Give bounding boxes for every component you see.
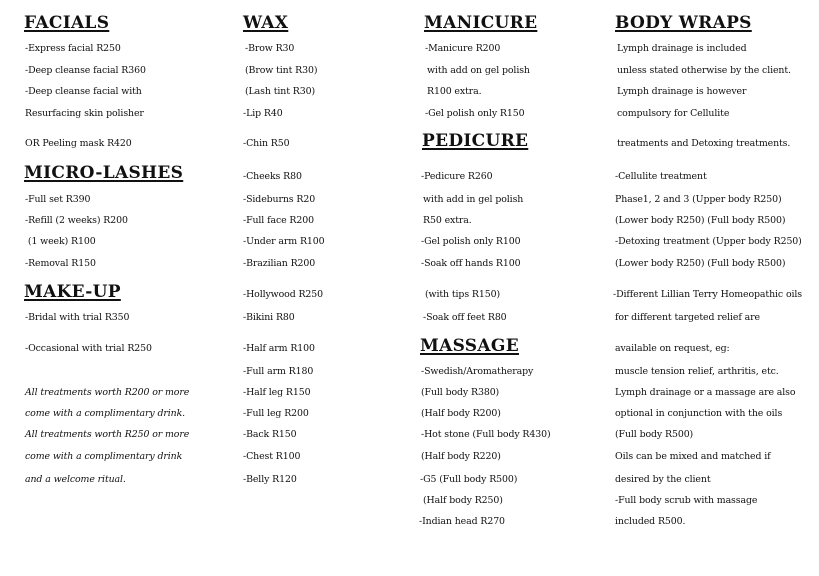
body-wraps-line: desired by the client	[615, 474, 711, 485]
wax-heading: WAX	[243, 13, 289, 33]
wax-item: -Half leg R150	[243, 387, 311, 398]
wax-item: -Back R150	[243, 429, 297, 440]
micro-lashes-item: (1 week) R100	[25, 236, 96, 247]
complimentary-note: come with a complimentary drink	[25, 451, 183, 462]
massage-item: (Half body R200)	[421, 408, 501, 419]
wax-item: (Brow tint R30)	[245, 65, 318, 76]
wax-item: -Hollywood R250	[243, 289, 324, 300]
wax-item: -Half arm R100	[243, 343, 315, 354]
wax-item: -Chin R50	[243, 138, 290, 149]
micro-lashes-heading: MICRO-LASHES	[24, 163, 184, 183]
facials-item: -Express facial R250	[25, 43, 121, 54]
body-wraps-line: available on request, eg:	[615, 343, 730, 354]
pedicure-item: -Soak off hands R100	[421, 258, 521, 269]
body-wraps-line: treatments and Detoxing treatments.	[617, 138, 791, 149]
micro-lashes-item: -Refill (2 weeks) R200	[25, 215, 128, 226]
wax-item: -Brazilian R200	[243, 258, 316, 269]
micro-lashes-item: -Full set R390	[25, 194, 91, 205]
pedicure-heading: PEDICURE	[422, 131, 529, 151]
body-wraps-line: optional in conjunction with the oils	[615, 408, 783, 419]
facials-item: -Deep cleanse facial with	[25, 86, 142, 97]
complimentary-note: All treatments worth R200 or more	[25, 387, 190, 398]
manicure-item: -Gel polish only R150	[425, 108, 525, 119]
pedicure-item: (with tips R150)	[425, 289, 501, 300]
body-wraps-line: -Detoxing treatment (Upper body R250)	[615, 236, 802, 247]
body-wraps-line: (Full body R500)	[615, 429, 694, 440]
massage-item: (Half body R250)	[423, 495, 503, 506]
wax-item: -Full arm R180	[243, 366, 314, 377]
wax-item: -Under arm R100	[243, 236, 325, 247]
pedicure-item: -Soak off feet R80	[423, 312, 507, 323]
wax-item: -Brow R30	[245, 43, 295, 54]
wax-item: -Lip R40	[243, 108, 283, 119]
wax-item: -Chest R100	[243, 451, 301, 462]
massage-item: -Swedish/Aromatherapy	[421, 366, 534, 377]
wax-item: -Full face R200	[243, 215, 314, 226]
pedicure-item: -Pedicure R260	[421, 171, 493, 182]
wax-item: (Lash tint R30)	[245, 86, 315, 97]
body-wraps-line: unless stated otherwise by the client.	[617, 65, 791, 76]
make-up-item: -Occasional with trial R250	[25, 343, 152, 354]
massage-item: -Indian head R270	[419, 516, 505, 527]
massage-item: -G5 (Full body R500)	[420, 474, 518, 485]
complimentary-note: and a welcome ritual.	[25, 474, 126, 485]
wax-item: -Sideburns R20	[243, 194, 316, 205]
massage-item: (Half body R220)	[421, 451, 501, 462]
facials-item: Resurfacing skin polisher	[25, 108, 144, 119]
body-wraps-line: (Lower body R250) (Full body R500)	[615, 215, 786, 226]
body-wraps-line: for different targeted relief are	[615, 312, 760, 323]
wax-item: -Cheeks R80	[243, 171, 302, 182]
massage-item: (Full body R380)	[421, 387, 500, 398]
body-wraps-line: (Lower body R250) (Full body R500)	[615, 258, 786, 269]
facials-item: -Deep cleanse facial R360	[25, 65, 146, 76]
manicure-item: R100 extra.	[427, 86, 482, 97]
manicure-item: -Manicure R200	[425, 43, 501, 54]
body-wraps-line: Oils can be mixed and matched if	[615, 451, 771, 462]
make-up-heading: MAKE-UP	[24, 282, 121, 302]
body-wraps-line: -Full body scrub with massage	[615, 495, 758, 506]
massage-heading: MASSAGE	[420, 336, 519, 356]
body-wraps-line: included R500.	[615, 516, 686, 527]
micro-lashes-item: -Removal R150	[25, 258, 96, 269]
complimentary-note: come with a complimentary drink.	[25, 408, 186, 419]
body-wraps-line: compulsory for Cellulite	[617, 108, 730, 119]
make-up-item: -Bridal with trial R350	[25, 312, 130, 323]
body-wraps-line: -Different Lillian Terry Homeopathic oils	[613, 289, 803, 300]
pedicure-item: R50 extra.	[423, 215, 472, 226]
complimentary-note: All treatments worth R250 or more	[25, 429, 190, 440]
wax-item: -Bikini R80	[243, 312, 295, 323]
body-wraps-heading: BODY WRAPS	[615, 13, 752, 33]
body-wraps-line: -Cellulite treatment	[615, 171, 707, 182]
body-wraps-line: Lymph drainage is however	[617, 86, 747, 97]
facials-item: OR Peeling mask R420	[25, 138, 132, 149]
body-wraps-line: Phase1, 2 and 3 (Upper body R250)	[615, 194, 782, 205]
manicure-item: with add on gel polish	[427, 65, 530, 76]
facials-heading: FACIALS	[24, 13, 110, 33]
massage-item: -Hot stone (Full body R430)	[421, 429, 551, 440]
pedicure-item: -Gel polish only R100	[421, 236, 521, 247]
body-wraps-line: Lymph drainage is included	[617, 43, 747, 54]
body-wraps-line: muscle tension relief, arthritis, etc.	[615, 366, 779, 377]
wax-item: -Belly R120	[243, 474, 297, 485]
body-wraps-line: Lymph drainage or a massage are also	[615, 387, 796, 398]
manicure-heading: MANICURE	[424, 13, 538, 33]
pedicure-item: with add in gel polish	[423, 194, 524, 205]
wax-item: -Full leg R200	[243, 408, 309, 419]
